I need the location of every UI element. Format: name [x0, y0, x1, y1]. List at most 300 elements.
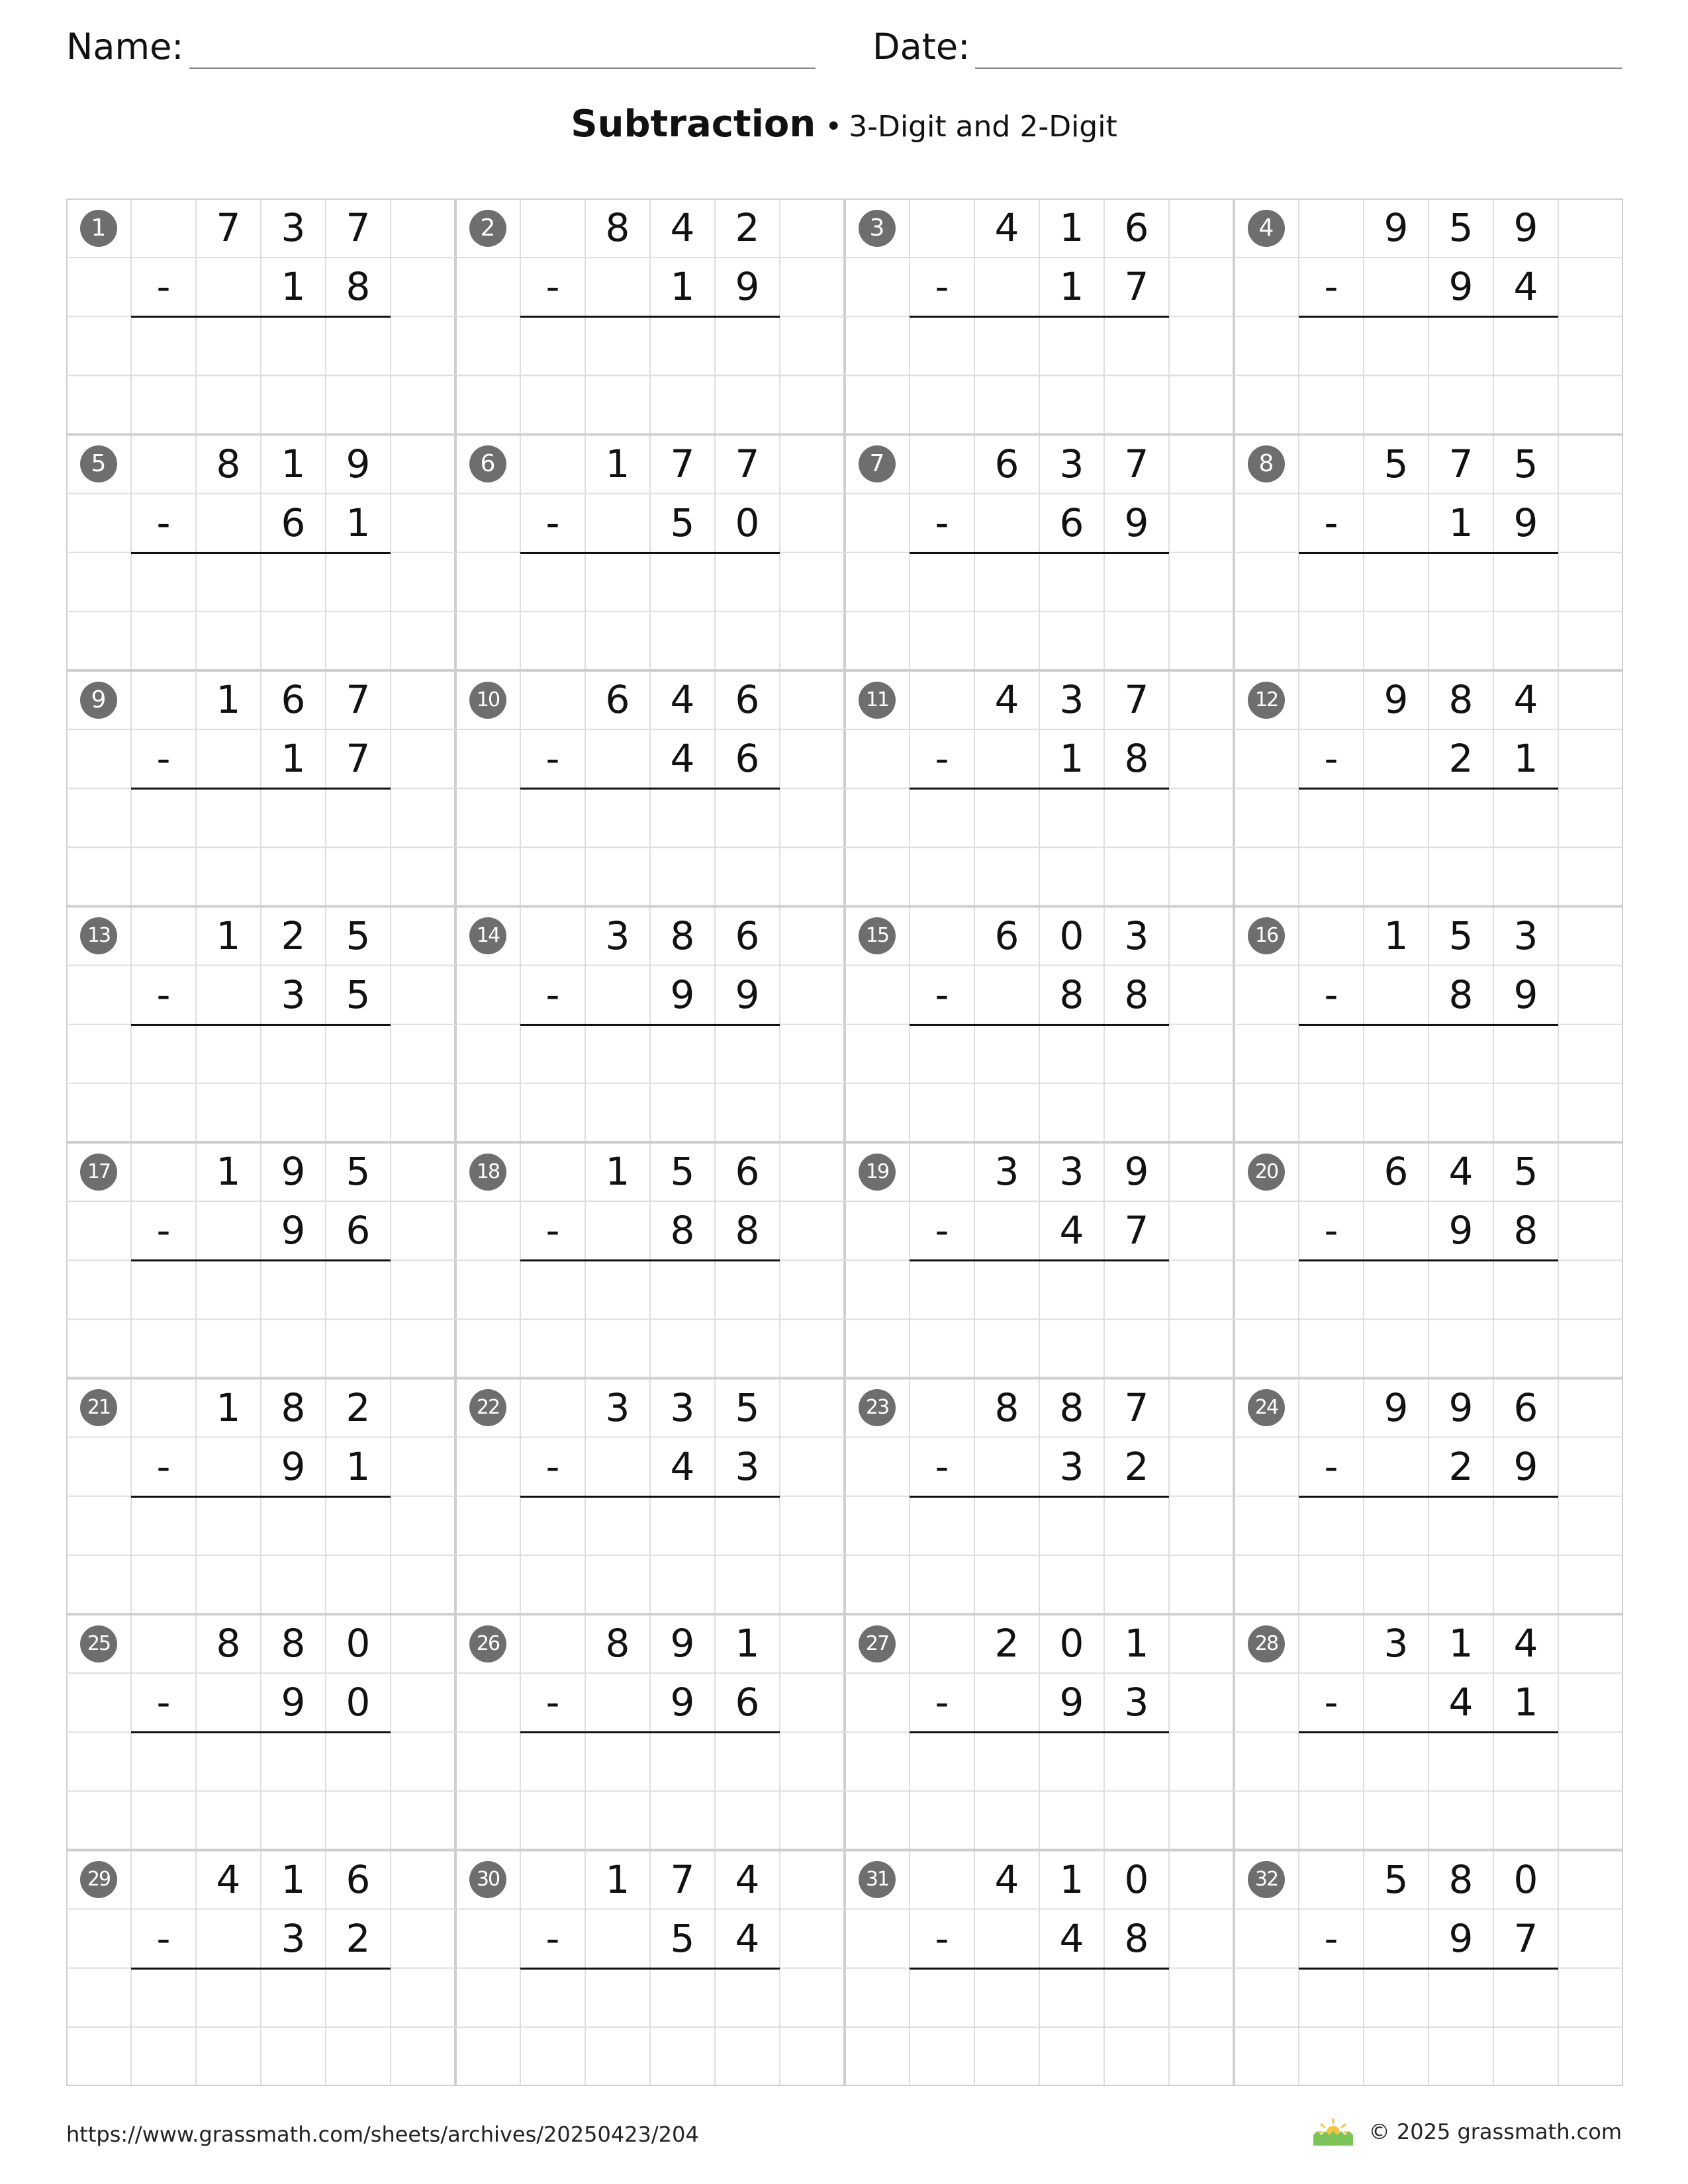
minus-sign: -	[545, 1208, 560, 1253]
minus-sign: -	[935, 1680, 949, 1725]
minuend-digit: 1	[216, 1149, 241, 1194]
problem-number-badge: 24	[1248, 1389, 1285, 1426]
answer-rule	[910, 1968, 1169, 1970]
minuend-digit: 6	[994, 441, 1019, 486]
minuend-digit: 5	[1383, 441, 1409, 486]
minuend-digit: 8	[605, 1621, 630, 1666]
subtrahend-digit: 4	[670, 736, 695, 782]
problem-number-badge: 14	[469, 917, 506, 954]
minuend-digit: 8	[1059, 1385, 1084, 1430]
date-field[interactable]	[872, 24, 1622, 69]
answer-rule	[520, 1496, 780, 1498]
minus-sign: -	[1324, 500, 1338, 545]
problem-30	[455, 1850, 845, 2087]
minuend-digit: 6	[281, 677, 306, 722]
minuend-digit: 7	[346, 205, 371, 250]
minuend-digit: 6	[735, 913, 760, 958]
minus-sign: -	[545, 500, 560, 545]
minus-sign: -	[935, 972, 949, 1017]
name-label: Name:	[66, 26, 184, 68]
minus-sign: -	[156, 500, 171, 545]
minus-sign: -	[935, 1208, 949, 1253]
minus-sign: -	[545, 972, 560, 1017]
minuend-digit: 1	[735, 1621, 760, 1666]
minuend-digit: 6	[346, 1856, 371, 1902]
subtrahend-digit: 8	[346, 264, 371, 310]
problem-number-badge: 10	[469, 682, 506, 719]
minuend-digit: 1	[1059, 1856, 1084, 1902]
problem-number-badge: 17	[80, 1154, 117, 1191]
problem-14	[455, 907, 845, 1143]
subtrahend-digit: 9	[1124, 500, 1149, 545]
problem-7	[845, 435, 1234, 671]
minuend-digit: 4	[994, 677, 1019, 722]
minuend-digit: 7	[735, 441, 760, 486]
minuend-digit: 4	[670, 677, 695, 722]
minuend-digit: 7	[670, 441, 695, 486]
minuend-digit: 6	[605, 677, 630, 722]
subtrahend-digit: 6	[735, 1680, 760, 1725]
minuend-digit: 0	[1059, 1621, 1084, 1666]
problem-12	[1234, 670, 1623, 907]
subtrahend-digit: 3	[281, 1915, 306, 1961]
problem-23	[845, 1379, 1234, 1615]
problem-25	[66, 1614, 455, 1850]
minuend-digit: 7	[216, 205, 241, 250]
problem-17	[66, 1142, 455, 1379]
minuend-digit: 8	[216, 441, 241, 486]
minuend-digit: 3	[994, 1149, 1019, 1194]
answer-rule	[131, 1968, 391, 1970]
minuend-digit: 3	[1383, 1621, 1409, 1666]
minus-sign: -	[156, 972, 171, 1017]
answer-rule	[131, 1496, 391, 1498]
minuend-digit: 4	[1513, 677, 1538, 722]
minuend-digit: 7	[1448, 441, 1474, 486]
problem-number-badge: 30	[469, 1861, 506, 1898]
minuend-digit: 5	[670, 1149, 695, 1194]
subtrahend-digit: 6	[735, 736, 760, 782]
problem-number-badge: 2	[469, 210, 506, 247]
worksheet-title	[0, 103, 1688, 146]
minuend-digit: 8	[216, 1621, 241, 1666]
subtrahend-digit: 0	[735, 500, 760, 545]
minuend-digit: 9	[1383, 677, 1409, 722]
problem-number-badge: 27	[859, 1625, 896, 1662]
minuend-digit: 9	[1124, 1149, 1149, 1194]
problem-number-badge: 28	[1248, 1625, 1285, 1662]
minuend-digit: 5	[1448, 205, 1474, 250]
minuend-digit: 1	[1124, 1621, 1149, 1666]
subtrahend-digit: 9	[670, 1680, 695, 1725]
minuend-digit: 2	[281, 913, 306, 958]
minuend-digit: 4	[1513, 1621, 1538, 1666]
subtrahend-digit: 4	[670, 1443, 695, 1489]
minuend-digit: 1	[216, 913, 241, 958]
minus-sign: -	[156, 1208, 171, 1253]
answer-rule	[910, 1731, 1169, 1733]
answer-rule	[1299, 1731, 1558, 1733]
subtrahend-digit: 1	[281, 736, 306, 782]
minuend-digit: 1	[281, 1856, 306, 1902]
problem-11	[845, 670, 1234, 907]
problem-number-badge: 19	[859, 1154, 896, 1191]
minuend-digit: 9	[1513, 205, 1538, 250]
subtrahend-digit: 9	[281, 1680, 306, 1725]
problem-3	[845, 199, 1234, 435]
minuend-digit: 7	[1124, 1385, 1149, 1430]
subtrahend-digit: 9	[735, 972, 760, 1017]
subtrahend-digit: 1	[670, 264, 695, 310]
problem-grid	[66, 199, 1623, 2086]
problem-number-badge: 21	[80, 1389, 117, 1426]
name-field[interactable]	[66, 24, 816, 69]
minuend-digit: 1	[605, 1149, 630, 1194]
answer-rule	[1299, 552, 1558, 554]
answer-rule	[1299, 1259, 1558, 1261]
minuend-digit: 8	[994, 1385, 1019, 1430]
problem-22	[455, 1379, 845, 1615]
minuend-digit: 1	[605, 441, 630, 486]
problem-9	[66, 670, 455, 907]
minuend-digit: 8	[281, 1621, 306, 1666]
minuend-digit: 3	[1513, 913, 1538, 958]
subtrahend-digit: 0	[346, 1680, 371, 1725]
problem-2	[455, 199, 845, 435]
answer-rule	[1299, 788, 1558, 790]
minuend-digit: 0	[346, 1621, 371, 1666]
subtrahend-digit: 1	[346, 1443, 371, 1489]
subtrahend-digit: 9	[281, 1208, 306, 1253]
answer-rule	[910, 1024, 1169, 1026]
minuend-digit: 8	[281, 1385, 306, 1430]
minus-sign: -	[1324, 972, 1338, 1017]
minus-sign: -	[1324, 1680, 1338, 1725]
minus-sign: -	[156, 736, 171, 782]
minuend-digit: 0	[1059, 913, 1084, 958]
problem-21	[66, 1379, 455, 1615]
minus-sign: -	[156, 1915, 171, 1961]
subtrahend-digit: 9	[1448, 1208, 1474, 1253]
minuend-digit: 6	[735, 677, 760, 722]
subtrahend-digit: 6	[1059, 500, 1084, 545]
subtrahend-digit: 3	[281, 972, 306, 1017]
subtrahend-digit: 9	[670, 972, 695, 1017]
subtrahend-digit: 7	[346, 736, 371, 782]
problem-number-badge: 16	[1248, 917, 1285, 954]
answer-rule	[131, 1259, 391, 1261]
problem-number-badge: 25	[80, 1625, 117, 1662]
minus-sign: -	[1324, 736, 1338, 782]
problem-number-badge: 20	[1248, 1154, 1285, 1191]
answer-rule	[131, 788, 391, 790]
minuend-digit: 3	[670, 1385, 695, 1430]
problem-number-badge: 32	[1248, 1861, 1285, 1898]
subtrahend-digit: 9	[1059, 1680, 1084, 1725]
subtrahend-digit: 5	[670, 500, 695, 545]
minuend-digit: 9	[1383, 1385, 1409, 1430]
minuend-digit: 6	[1124, 205, 1149, 250]
answer-rule	[131, 1731, 391, 1733]
minuend-digit: 2	[346, 1385, 371, 1430]
problem-1	[66, 199, 455, 435]
minuend-digit: 8	[1448, 677, 1474, 722]
problem-number-badge: 1	[80, 210, 117, 247]
subtrahend-digit: 8	[1124, 1915, 1149, 1961]
title-separator: •	[825, 110, 843, 144]
minuend-digit: 9	[346, 441, 371, 486]
footer-copyright: © 2025 grassmath.com	[1368, 2119, 1622, 2144]
minuend-digit: 1	[216, 1385, 241, 1430]
answer-rule	[520, 1731, 780, 1733]
problem-number-badge: 31	[859, 1861, 896, 1898]
minuend-digit: 1	[216, 677, 241, 722]
minuend-digit: 3	[1059, 441, 1084, 486]
minuend-digit: 1	[1448, 1621, 1474, 1666]
problem-number-badge: 5	[80, 445, 117, 482]
minuend-digit: 5	[735, 1385, 760, 1430]
footer-brand	[1312, 2115, 1622, 2148]
minus-sign: -	[935, 1443, 949, 1489]
problem-number-badge: 23	[859, 1389, 896, 1426]
problem-19	[845, 1142, 1234, 1379]
answer-rule	[520, 552, 780, 554]
problem-number-badge: 18	[469, 1154, 506, 1191]
minuend-digit: 5	[1513, 1149, 1538, 1194]
subtrahend-digit: 2	[1448, 736, 1474, 782]
subtrahend-digit: 2	[1448, 1443, 1474, 1489]
minuend-digit: 2	[994, 1621, 1019, 1666]
minuend-digit: 4	[994, 205, 1019, 250]
minuend-digit: 1	[1383, 913, 1409, 958]
minuend-digit: 9	[1383, 205, 1409, 250]
answer-rule	[910, 1259, 1169, 1261]
minus-sign: -	[545, 1680, 560, 1725]
problem-16	[1234, 907, 1623, 1143]
subtrahend-digit: 9	[1513, 972, 1538, 1017]
minuend-digit: 3	[1059, 1149, 1084, 1194]
subtrahend-digit: 7	[1513, 1915, 1538, 1961]
minuend-digit: 3	[605, 1385, 630, 1430]
subtrahend-digit: 1	[1059, 736, 1084, 782]
minus-sign: -	[545, 264, 560, 310]
answer-rule	[520, 788, 780, 790]
subtrahend-digit: 4	[1448, 1680, 1474, 1725]
subtrahend-digit: 8	[1513, 1208, 1538, 1253]
answer-rule	[910, 316, 1169, 318]
subtrahend-digit: 8	[1124, 736, 1149, 782]
minus-sign: -	[545, 1443, 560, 1489]
subtrahend-digit: 3	[1124, 1680, 1149, 1725]
minuend-digit: 8	[1448, 1856, 1474, 1902]
minuend-digit: 0	[1124, 1856, 1149, 1902]
minuend-digit: 4	[670, 205, 695, 250]
minuend-digit: 4	[1448, 1149, 1474, 1194]
subtrahend-digit: 1	[1448, 500, 1474, 545]
problem-number-badge: 9	[80, 682, 117, 719]
subtrahend-digit: 7	[1124, 264, 1149, 310]
problem-24	[1234, 1379, 1623, 1615]
problem-15	[845, 907, 1234, 1143]
answer-rule	[1299, 316, 1558, 318]
problem-10	[455, 670, 845, 907]
minus-sign: -	[935, 500, 949, 545]
problem-26	[455, 1614, 845, 1850]
subtrahend-digit: 9	[1513, 500, 1538, 545]
problem-4	[1234, 199, 1623, 435]
minus-sign: -	[156, 264, 171, 310]
answer-rule	[910, 788, 1169, 790]
problem-29	[66, 1850, 455, 2087]
answer-rule	[520, 1259, 780, 1261]
minus-sign: -	[156, 1443, 171, 1489]
minuend-digit: 8	[670, 913, 695, 958]
problem-20	[1234, 1142, 1623, 1379]
answer-rule	[131, 1024, 391, 1026]
title-subtitle: 3-Digit and 2-Digit	[849, 110, 1117, 144]
subtrahend-digit: 4	[1059, 1915, 1084, 1961]
subtrahend-digit: 2	[1124, 1443, 1149, 1489]
minus-sign: -	[1324, 1915, 1338, 1961]
sun-over-grass-icon	[1312, 2116, 1354, 2147]
answer-rule	[910, 1496, 1169, 1498]
minus-sign: -	[1324, 1208, 1338, 1253]
subtrahend-digit: 8	[735, 1208, 760, 1253]
answer-rule	[520, 316, 780, 318]
problem-number-badge: 12	[1248, 682, 1285, 719]
answer-rule	[910, 552, 1169, 554]
problem-number-badge: 8	[1248, 445, 1285, 482]
minuend-digit: 7	[670, 1856, 695, 1902]
answer-rule	[520, 1968, 780, 1970]
minuend-digit: 5	[1383, 1856, 1409, 1902]
problem-32	[1234, 1850, 1623, 2087]
minuend-digit: 7	[1124, 677, 1149, 722]
subtrahend-digit: 6	[281, 500, 306, 545]
problem-number-badge: 26	[469, 1625, 506, 1662]
minuend-digit: 6	[1383, 1149, 1409, 1194]
minuend-digit: 3	[1124, 913, 1149, 958]
problem-number-badge: 22	[469, 1389, 506, 1426]
footer-url: https://www.grassmath.com/sheets/archives/20250423/204	[66, 2122, 699, 2147]
minuend-digit: 5	[346, 1149, 371, 1194]
date-line[interactable]	[975, 23, 1622, 69]
minuend-digit: 4	[216, 1856, 241, 1902]
minus-sign: -	[935, 1915, 949, 1961]
minuend-digit: 0	[1513, 1856, 1538, 1902]
subtrahend-digit: 4	[735, 1915, 760, 1961]
subtrahend-digit: 9	[1448, 1915, 1474, 1961]
subtrahend-digit: 8	[1124, 972, 1149, 1017]
subtrahend-digit: 2	[346, 1915, 371, 1961]
minuend-digit: 9	[670, 1621, 695, 1666]
subtrahend-digit: 1	[1513, 1680, 1538, 1725]
problem-28	[1234, 1614, 1623, 1850]
answer-rule	[131, 316, 391, 318]
subtrahend-digit: 1	[346, 500, 371, 545]
minuend-digit: 7	[346, 677, 371, 722]
minus-sign: -	[935, 264, 949, 310]
problem-6	[455, 435, 845, 671]
minuend-digit: 5	[1513, 441, 1538, 486]
minuend-digit: 3	[1059, 677, 1084, 722]
minus-sign: -	[1324, 1443, 1338, 1489]
subtrahend-digit: 4	[1059, 1208, 1084, 1253]
minuend-digit: 9	[1448, 1385, 1474, 1430]
minuend-digit: 7	[1124, 441, 1149, 486]
subtrahend-digit: 9	[1513, 1443, 1538, 1489]
answer-rule	[131, 552, 391, 554]
answer-rule	[1299, 1968, 1558, 1970]
subtrahend-digit: 7	[1124, 1208, 1149, 1253]
problem-number-badge: 6	[469, 445, 506, 482]
minuend-digit: 2	[735, 205, 760, 250]
subtrahend-digit: 1	[1513, 736, 1538, 782]
subtrahend-digit: 3	[735, 1443, 760, 1489]
answer-rule	[520, 1024, 780, 1026]
minuend-digit: 6	[1513, 1385, 1538, 1430]
problem-number-badge: 3	[859, 210, 896, 247]
minuend-digit: 3	[281, 205, 306, 250]
subtrahend-digit: 5	[670, 1915, 695, 1961]
problem-number-badge: 7	[859, 445, 896, 482]
subtrahend-digit: 8	[1059, 972, 1084, 1017]
minuend-digit: 9	[281, 1149, 306, 1194]
subtrahend-digit: 8	[670, 1208, 695, 1253]
minuend-digit: 4	[735, 1856, 760, 1902]
problem-number-badge: 13	[80, 917, 117, 954]
minuend-digit: 1	[1059, 205, 1084, 250]
subtrahend-digit: 9	[1448, 264, 1474, 310]
minuend-digit: 3	[605, 913, 630, 958]
minus-sign: -	[935, 736, 949, 782]
minuend-digit: 4	[994, 1856, 1019, 1902]
subtrahend-digit: 3	[1059, 1443, 1084, 1489]
minuend-digit: 6	[994, 913, 1019, 958]
minus-sign: -	[156, 1680, 171, 1725]
problem-13	[66, 907, 455, 1143]
problem-18	[455, 1142, 845, 1379]
problem-number-badge: 11	[859, 682, 896, 719]
date-label: Date:	[872, 26, 970, 68]
problem-8	[1234, 435, 1623, 671]
subtrahend-digit: 1	[281, 264, 306, 310]
subtrahend-digit: 5	[346, 972, 371, 1017]
minuend-digit: 5	[1448, 913, 1474, 958]
subtrahend-digit: 9	[281, 1443, 306, 1489]
title-main: Subtraction	[571, 103, 816, 146]
problem-number-badge: 15	[859, 917, 896, 954]
subtrahend-digit: 8	[1448, 972, 1474, 1017]
problem-31	[845, 1850, 1234, 2087]
problem-number-badge: 29	[80, 1861, 117, 1898]
problem-number-badge: 4	[1248, 210, 1285, 247]
minus-sign: -	[545, 736, 560, 782]
subtrahend-digit: 6	[346, 1208, 371, 1253]
answer-rule	[1299, 1496, 1558, 1498]
problem-5	[66, 435, 455, 671]
name-line[interactable]	[189, 23, 816, 69]
subtrahend-digit: 4	[1513, 264, 1538, 310]
minuend-digit: 8	[605, 205, 630, 250]
answer-rule	[1299, 1024, 1558, 1026]
problem-27	[845, 1614, 1234, 1850]
minus-sign: -	[1324, 264, 1338, 310]
minus-sign: -	[545, 1915, 560, 1961]
subtrahend-digit: 1	[1059, 264, 1084, 310]
minuend-digit: 6	[735, 1149, 760, 1194]
minuend-digit: 1	[281, 441, 306, 486]
